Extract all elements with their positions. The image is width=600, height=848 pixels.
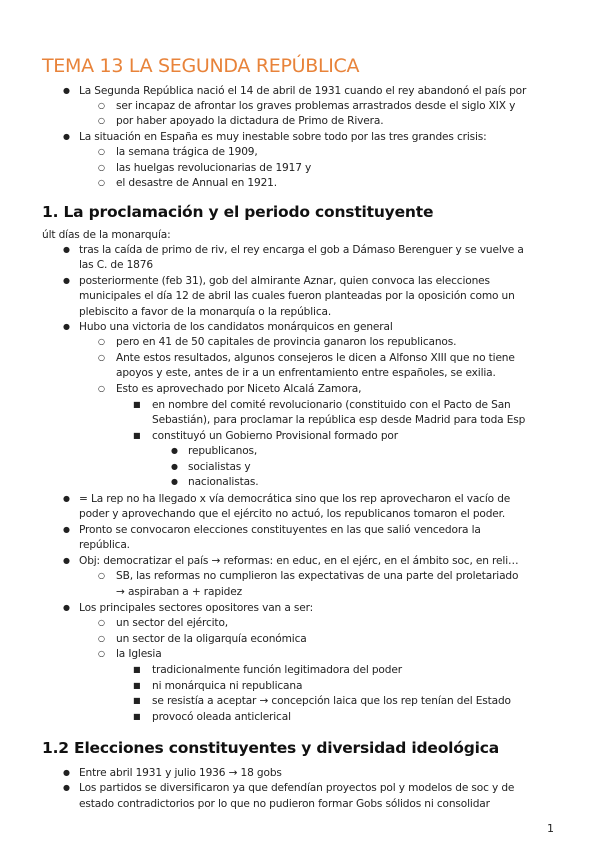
- text-line: por haber apoyado la dictadura de Primo de Rivera.: [116, 115, 384, 127]
- bullet-icon: [171, 475, 178, 489]
- text-line: apoyos y este, antes de ir a un enfrentamiento entre españoles, se exilia.: [116, 367, 496, 379]
- text-line: se resistía a aceptar → concepción laica que los rep tenían del Estado: [152, 695, 511, 707]
- square-bullet-icon: [133, 679, 141, 693]
- bullet-icon: [63, 320, 70, 334]
- text-line: Los principales sectores opositores van a ser:: [79, 602, 314, 614]
- bullet-icon: [171, 460, 178, 474]
- text-line: Pronto se convocaron elecciones constituyentes en las que salió vencedora la: [79, 524, 481, 536]
- bullet-icon: [63, 84, 70, 98]
- text-line: últ días de la monarquía:: [42, 229, 171, 241]
- circle-bullet-icon: [98, 351, 105, 365]
- text-line: pero en 41 de 50 capitales de provincia ganaron los republicanos.: [116, 336, 457, 348]
- text-line: La Segunda República nació el 14 de abril de 1931 cuando el rey abandonó el país por: [79, 85, 527, 97]
- text-line: la semana trágica de 1909,: [116, 146, 258, 158]
- circle-bullet-icon: [98, 176, 105, 190]
- circle-bullet-icon: [98, 616, 105, 630]
- circle-bullet-icon: [98, 114, 105, 128]
- bullet-icon: [63, 492, 70, 506]
- text-line: ser incapaz de afrontar los graves problemas arrastrados desde el siglo XIX y: [116, 100, 516, 112]
- text-line: tras la caída de primo de riv, el rey encarga el gob a Dámaso Berenguer y se vuelve a: [79, 244, 524, 256]
- square-bullet-icon: [133, 663, 141, 677]
- text-line: un sector del ejército,: [116, 617, 228, 629]
- square-bullet-icon: [133, 694, 141, 708]
- circle-bullet-icon: [98, 145, 105, 159]
- bullet-icon: [63, 130, 70, 144]
- square-bullet-icon: [133, 429, 141, 443]
- text-line: Ante estos resultados, algunos consejeros le dicen a Alfonso XIII que no tiene: [116, 352, 515, 364]
- bullet-icon: [63, 781, 70, 795]
- section-heading: 1.2 Elecciones constituyentes y diversidad ideológica: [42, 739, 499, 757]
- text-line: SB, las reformas no cumplieron las expectativas de una parte del proletariado: [116, 570, 519, 582]
- text-line: en nombre del comité revolucionario (constituido con el Pacto de San: [152, 399, 511, 411]
- circle-bullet-icon: [98, 647, 105, 661]
- bullet-icon: [63, 243, 70, 257]
- circle-bullet-icon: [98, 99, 105, 113]
- text-line: estado contradictorios por lo que no pudieron formar Gobs sólidos ni consolidar: [79, 798, 490, 810]
- text-line: provocó oleada anticlerical: [152, 711, 291, 723]
- square-bullet-icon: [133, 398, 141, 412]
- text-line: el desastre de Annual en 1921.: [116, 177, 277, 189]
- page-title: TEMA 13 LA SEGUNDA REPÚBLICA: [42, 55, 360, 77]
- bullet-icon: [171, 444, 178, 458]
- text-line: nacionalistas.: [188, 476, 259, 488]
- text-line: un sector de la oligarquía económica: [116, 633, 307, 645]
- text-line: Esto es aprovechado por Niceto Alcalá Zamora,: [116, 383, 362, 395]
- text-line: tradicionalmente función legitimadora del poder: [152, 664, 402, 676]
- text-line: Obj: democratizar el país → reformas: en educ, en el ejérc, en el ámbito soc, en reli…: [79, 555, 519, 567]
- text-line: constituyó un Gobierno Provisional formado por: [152, 430, 398, 442]
- circle-bullet-icon: [98, 161, 105, 175]
- square-bullet-icon: [133, 710, 141, 724]
- bullet-icon: [63, 554, 70, 568]
- text-line: posteriormente (feb 31), gob del almirante Aznar, quien convoca las elecciones: [79, 275, 490, 287]
- text-line: Los partidos se diversificaron ya que defendían proyectos pol y modelos de soc y de: [79, 782, 515, 794]
- bullet-icon: [63, 523, 70, 537]
- circle-bullet-icon: [98, 382, 105, 396]
- bullet-icon: [63, 274, 70, 288]
- text-line: Hubo una victoria de los candidatos monárquicos en general: [79, 321, 393, 333]
- text-line: república.: [79, 539, 130, 551]
- text-line: = La rep no ha llegado x vía democrática sino que los rep aprovecharon el vacío de: [79, 493, 511, 505]
- text-line: socialistas y: [188, 461, 251, 473]
- text-line: La situación en España es muy inestable sobre todo por las tres grandes crisis:: [79, 131, 487, 143]
- text-line: la Iglesia: [116, 648, 162, 660]
- bullet-icon: [63, 601, 70, 615]
- bullet-icon: [63, 766, 70, 780]
- text-line: municipales el día 12 de abril las cuales fueron planteadas por la oposición como un: [79, 290, 515, 302]
- text-line: las huelgas revolucionarias de 1917 y: [116, 162, 312, 174]
- text-line: republicanos,: [188, 445, 258, 457]
- text-line: → aspiraban a + rapidez: [116, 586, 243, 598]
- section-heading: 1. La proclamación y el periodo constituyente: [42, 203, 434, 221]
- circle-bullet-icon: [98, 335, 105, 349]
- page-number: 1: [547, 822, 554, 835]
- text-line: poder y aprovechando que el ejército no actuó, los republicanos tomaron el poder.: [79, 508, 506, 520]
- text-line: ni monárquica ni republicana: [152, 680, 303, 692]
- circle-bullet-icon: [98, 569, 105, 583]
- circle-bullet-icon: [98, 632, 105, 646]
- text-line: las C. de 1876: [79, 259, 153, 271]
- text-line: plebiscito a favor de la monarquía o la república.: [79, 306, 332, 318]
- text-line: Entre abril 1931 y julio 1936 → 18 gobs: [79, 767, 282, 779]
- text-line: Sebastián), para proclamar la república esp desde Madrid para toda Esp: [152, 414, 526, 426]
